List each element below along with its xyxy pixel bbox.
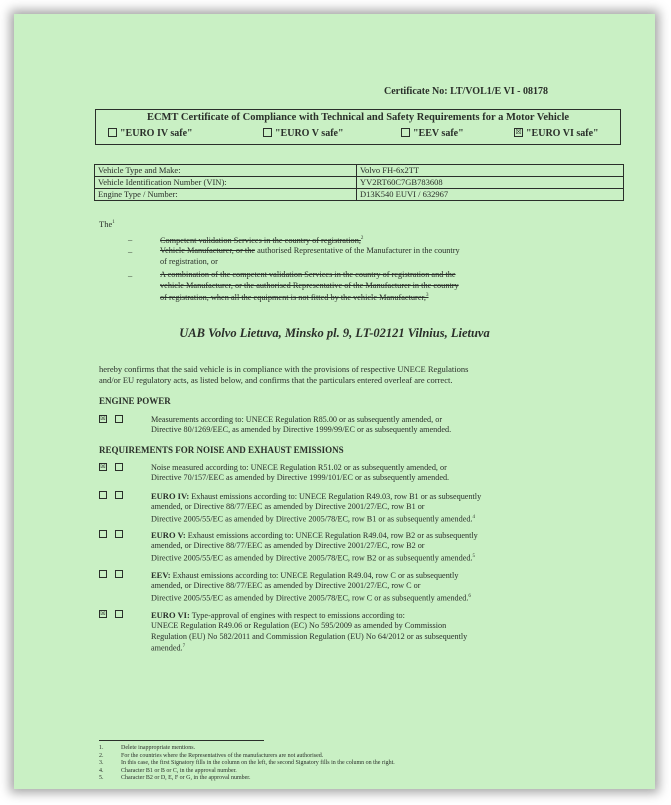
ecmt-title-box [95,109,621,145]
noise-text: Noise measured according to: UNECE Regulation R51.02 or as subsequently amended, or Directive 70/157/EEC as amended by Directive 1999/101/EC or as subsequently amended. [151,463,450,483]
footnote: 1. Delete inappropriate mentions. [99,745,196,751]
eev-boxes [99,570,131,579]
footnote-divider [99,740,264,741]
checked-box-icon[interactable]: ☒ [100,464,106,471]
footnote: 3. In this case, the first Signatory fills in the column on the left, the second Signatory fills in the column on the right. [99,760,395,767]
option-eev-safe[interactable]: "EEV safe" [401,128,464,139]
engine-power-text: Measurements according to: UNECE Regulation R85.00 or as subsequently amended, or Directive 80/1269/EEC, as amended by Directive 1999/99/EC or as subsequently amended. [151,415,452,435]
engine-power-heading: ENGINE POWER [99,396,171,406]
checkbox-icon[interactable] [115,463,123,471]
checkbox-icon[interactable] [115,491,123,499]
noise-emissions-heading: REQUIREMENTS FOR NOISE AND EXHAUST EMISSIONS [99,445,344,455]
euro-vi-text: EURO VI: Type-approval of engines with respect to emissions according to: UNECE Regulation R49.06 or Regulation (EC) No 595/2009 as amended by Commission Regulation (EU) No 582/2011 and Commission Regulation (EU) No 64/2012 or as subsequently amended.$^7$ [151,610,468,653]
issuer-option-services: Competent validation Services in the country of registration,$^2$ [160,235,364,245]
checkbox-icon[interactable] [115,570,123,578]
checkbox-icon[interactable] [115,610,123,618]
dash-marker: – [128,246,133,256]
noise-boxes [99,463,131,472]
issuer-intro: The$^1$ [99,219,115,229]
footnote: 5. Character B2 or D, E, F or G, in the approval number. [99,775,251,782]
euro-iv-boxes [99,491,131,500]
certificate-number: Certificate No: LT/VOL1/E VI - 08178 [384,86,548,97]
footnotes [99,745,395,783]
checkbox-icon[interactable] [115,530,123,538]
euro-v-boxes [99,530,131,539]
vehicle-type-label: Vehicle Type and Make: [95,165,357,177]
table-row [95,165,624,177]
confirmation-text: hereby confirms that the said vehicle is in compliance with the provisions of respective UNECE Regulations and/or EU regulatory acts, as listed below, and confirms that the particulars entered overleaf are correct. [99,364,469,385]
certificate-page [14,14,655,789]
table-row [95,189,624,201]
footnote: 2. For the countries where the Representatives of the manufacturers are not authorised. [99,752,324,759]
checkbox-icon[interactable] [115,415,123,423]
engine-value: D13K540 EUVI / 632967 [357,189,624,201]
checkbox-icon [108,128,117,137]
engine-power-boxes [99,415,131,424]
checkbox-icon [401,128,410,137]
checkbox-icon[interactable] [99,491,107,499]
footnote: 4. Character B1 or B or C, in the approval number. [99,767,237,774]
euro-iv-text: EURO IV: Exhaust emissions according to: UNECE Regulation R49.03, row B1 or as subsequently amended, or Directive 88/77/EEC as amended by Directive 2001/27/EC, row B1 or Directive 2005/55/EC as amended by Directive 2005/78/EC, row B1 or as subsequently amended.$^4$ [151,491,482,524]
checkbox-icon [263,128,272,137]
vin-value: YV2RT60C7GB783608 [357,177,624,189]
vin-label: Vehicle Identification Number (VIN): [95,177,357,189]
checkbox-icon[interactable] [99,570,107,578]
issuer-option-combination: A combination of the competent validation Services in the country of registration and the vehicle Manufacturer, or the authorised Representative of the Manufacturer in the country of registration, when all the equipment is not fitted by the vehicle Manufacturer,$^3$ [160,270,459,302]
dash-marker: – [128,234,133,244]
euro-vi-boxes [99,610,131,619]
engine-label: Engine Type / Number: [95,189,357,201]
checked-box-icon[interactable]: ☒ [100,416,106,423]
ecmt-title: ECMT Certificate of Compliance with Technical and Safety Requirements for a Motor Vehicle [146,112,570,123]
option-euro-v-safe[interactable]: "EURO V safe" [263,128,344,139]
checked-box-icon[interactable]: ☒ [100,611,106,618]
vehicle-type-value: Volvo FH-6x2TT [357,165,624,177]
company-address: UAB Volvo Lietuva, Minsko pl. 9, LT-02121 Vilnius, Lietuva [179,326,490,340]
dash-marker: – [128,270,133,280]
option-euro-vi-safe[interactable]: ☒ "EURO VI safe" [515,128,599,139]
checkbox-icon[interactable] [99,530,107,538]
option-euro-iv-safe[interactable]: "EURO IV safe" [108,128,193,139]
euro-v-text: EURO V: Exhaust emissions according to: UNECE Regulation R49.04, row B2 or as subsequently amended, or Directive 88/77/EEC as amended by Directive 2001/27/EC, row B2 or Directive 2005/55/EC as amended by Directive 2005/78/EC, row B2 or as subsequently amended.$^5$ [151,530,478,563]
table-row [95,177,624,189]
vehicle-table [94,164,624,201]
checked-box-icon: ☒ [515,128,522,137]
issuer-option-manufacturer: Vehicle Manufacturer, or the authorised Representative of the Manufacturer in the country of registration, or [160,246,460,266]
eev-text: EEV: Exhaust emissions according to: UNECE Regulation R49.04, row C or as subsequently amended, or Directive 88/77/EEC as amended by Directive 2001/27/EC, row C or Directive 2005/55/EC as amended by Directive 2005/78/EC, row C or as subsequently amended.$^6$ [151,570,471,603]
